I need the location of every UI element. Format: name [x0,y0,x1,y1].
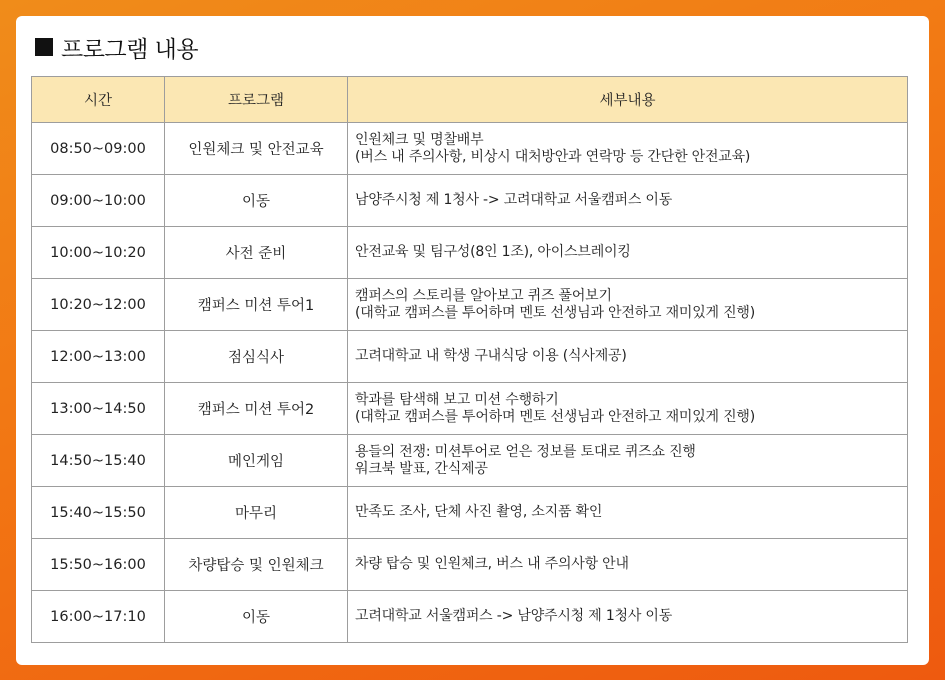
program-cell: 인원체크 및 안전교육 [165,123,348,175]
table-row [32,279,908,331]
detail-line: 만족도 조사, 단체 사진 촬영, 소지품 확인 [355,504,603,520]
detail-line: 고려대학교 서울캠퍼스 -> 남양주시청 제 1청사 이동 [355,608,673,624]
black-square-bullet-icon [35,38,53,56]
detail-line: (대학교 캠퍼스를 투어하며 멘토 선생님과 안전하고 재미있게 진행) [355,304,756,321]
time-cell: 08:50~09:00 [32,123,165,175]
table-header-row [32,77,908,123]
table-row [32,175,908,227]
table-row [32,591,908,643]
table-row [32,435,908,487]
details-cell [348,383,908,435]
section-heading [35,32,198,62]
time-cell: 16:00~17:10 [32,591,165,643]
table-row [32,123,908,175]
table-row [32,383,908,435]
time-cell: 15:50~16:00 [32,539,165,591]
details-cell [348,487,908,539]
time-cell: 15:40~15:50 [32,487,165,539]
detail-line: 용들의 전쟁: 미션투어로 얻은 정보를 토대로 퀴즈쇼 진행 [355,443,696,460]
details-cell [348,591,908,643]
detail-line: 안전교육 및 팀구성(8인 1조), 아이스브레이킹 [355,244,631,260]
program-cell: 사전 준비 [165,227,348,279]
detail-line: 남양주시청 제 1청사 -> 고려대학교 서울캠퍼스 이동 [355,192,673,208]
program-cell: 이동 [165,591,348,643]
program-cell: 캠퍼스 미션 투어2 [165,383,348,435]
details-cell [348,175,908,227]
detail-line: (대학교 캠퍼스를 투어하며 멘토 선생님과 안전하고 재미있게 진행) [355,408,756,425]
table-row [32,227,908,279]
program-table [31,76,908,643]
details-cell [348,227,908,279]
detail-line: (버스 내 주의사항, 비상시 대처방안과 연락망 등 간단한 안전교육) [355,148,751,165]
time-cell: 12:00~13:00 [32,331,165,383]
details-cell [348,123,908,175]
program-cell: 메인게임 [165,435,348,487]
time-cell: 14:50~15:40 [32,435,165,487]
section-title: 프로그램 내용 [61,36,199,63]
program-cell: 이동 [165,175,348,227]
details-cell [348,331,908,383]
time-cell: 13:00~14:50 [32,383,165,435]
program-cell: 점심식사 [165,331,348,383]
detail-line: 인원체크 및 명찰배부 [355,131,484,148]
table-row [32,539,908,591]
table-row [32,331,908,383]
time-cell: 10:20~12:00 [32,279,165,331]
details-cell [348,539,908,591]
program-cell: 마무리 [165,487,348,539]
header-details: 세부내용 [348,77,908,123]
time-cell: 10:00~10:20 [32,227,165,279]
header-time: 시간 [32,77,165,123]
details-cell [348,279,908,331]
program-card [16,16,929,665]
program-cell: 차량탑승 및 인원체크 [165,539,348,591]
details-cell [348,435,908,487]
detail-line: 캠퍼스의 스토리를 알아보고 퀴즈 풀어보기 [355,287,612,304]
detail-line: 워크북 발표, 간식제공 [355,460,488,477]
time-cell: 09:00~10:00 [32,175,165,227]
detail-line: 고려대학교 내 학생 구내식당 이용 (식사제공) [355,348,627,364]
program-cell: 캠퍼스 미션 투어1 [165,279,348,331]
table-row [32,487,908,539]
detail-line: 학과를 탐색해 보고 미션 수행하기 [355,391,559,408]
header-program: 프로그램 [165,77,348,123]
detail-line: 차량 탑승 및 인원체크, 버스 내 주의사항 안내 [355,556,629,572]
